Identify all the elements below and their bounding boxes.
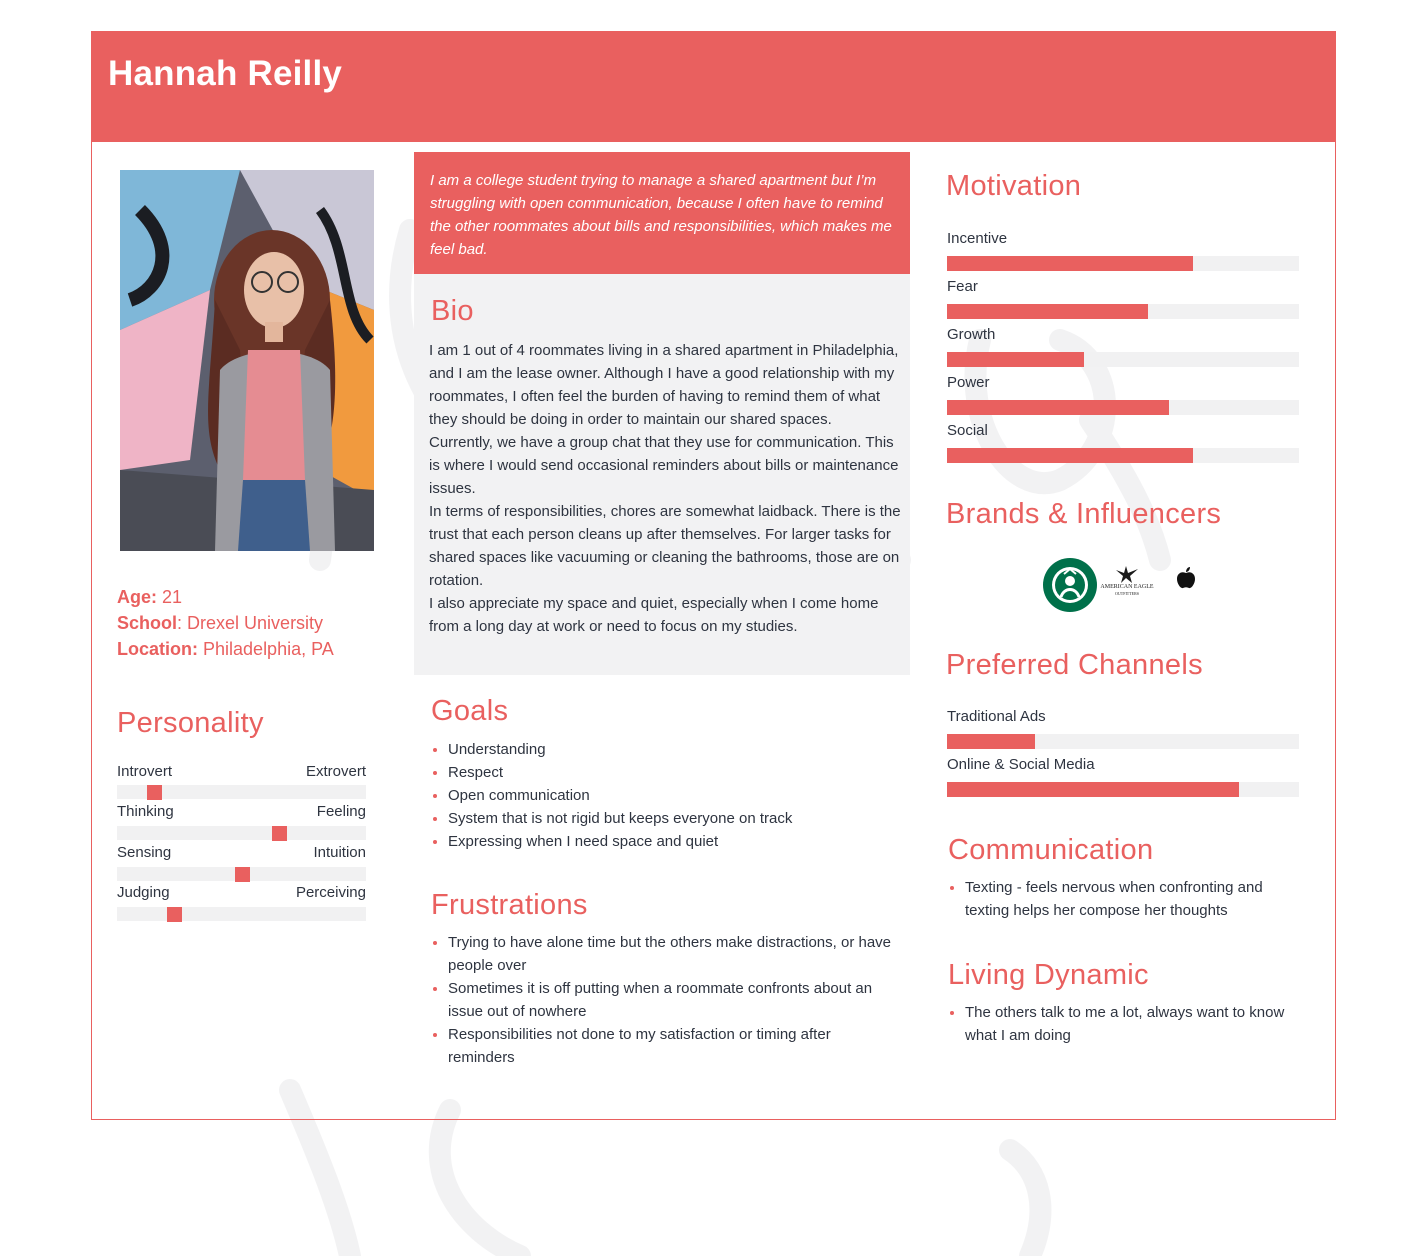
age-label: Age: <box>117 587 157 607</box>
bio-paragraph: Currently, we have a group chat that they use for communication. This is where I would send occasional reminders about bills or maintenance issues. <box>429 434 899 497</box>
motivation-label: Incentive <box>947 230 1008 247</box>
location-label: Location: <box>117 639 198 659</box>
persona-photo <box>120 170 374 551</box>
bio-paragraph: In terms of responsibilities, chores are somewhat laidback. There is the trust that each person cleans up after themselves. For larger tasks for shared spaces like vacuuming or cleaning the bathrooms, those are on rotation. <box>429 503 901 589</box>
school-label: School <box>117 613 178 633</box>
personality-scale <box>117 762 366 802</box>
list-item: Open communication <box>431 784 901 807</box>
trait-left-label: Sensing <box>117 844 172 861</box>
location-value: Philadelphia, PA <box>203 639 334 659</box>
trait-right-label: Extrovert <box>305 763 366 780</box>
persona-name: Hannah Reilly <box>108 54 343 93</box>
motivation-label: Social <box>947 422 988 439</box>
list-item: Understanding <box>431 738 901 761</box>
motivation-item <box>947 374 1299 416</box>
trait-right-label: Intuition <box>313 844 366 861</box>
apple-logo <box>1175 566 1197 590</box>
list-item: Texting - feels nervous when confronting and texting helps her compose her thoughts <box>948 876 1308 922</box>
motivation-fill <box>947 448 1193 463</box>
personality-scale <box>117 844 366 884</box>
motivation-title: Motivation <box>946 170 1082 202</box>
motivation-label: Fear <box>947 278 978 295</box>
brands-title: Brands & Influencers <box>946 498 1222 530</box>
age-value: 21 <box>162 587 183 607</box>
bio-text <box>429 339 901 638</box>
frustrations-title: Frustrations <box>431 889 588 921</box>
motivation-label: Growth <box>947 326 996 343</box>
motivation-track <box>947 304 1299 319</box>
trait-marker <box>272 826 287 841</box>
bio-paragraph: I am 1 out of 4 roommates living in a shared apartment in Philadelphia, and I am the lease owner. Although I have a good relationship with my roommates, I often feel the burden of having to remind them of what they should be doing in order to maintain our shared spaces. <box>429 342 899 428</box>
trait-left-label: Introvert <box>117 763 173 780</box>
school-line: School: Drexel University <box>117 613 324 633</box>
motivation-item <box>947 326 1299 368</box>
channel-item <box>947 756 1299 798</box>
channels-title: Preferred Channels <box>946 649 1203 681</box>
trait-right-label: Perceiving <box>295 884 366 901</box>
frustrations-list <box>431 931 896 1069</box>
starbucks-logo <box>1042 557 1098 613</box>
goals-list <box>431 738 901 853</box>
motivation-bars <box>947 230 1299 470</box>
list-item: The others talk to me a lot, always want to know what I am doing <box>948 1001 1313 1047</box>
living-title: Living Dynamic <box>948 959 1149 991</box>
trait-marker <box>167 907 182 922</box>
quote-box <box>414 152 910 274</box>
trait-left-label: Judging <box>117 884 170 901</box>
list-item: Expressing when I need space and quiet <box>431 830 901 853</box>
motivation-item <box>947 278 1299 320</box>
channel-label: Traditional Ads <box>947 708 1046 725</box>
list-item: Trying to have alone time but the others make distractions, or have people over <box>431 931 896 977</box>
motivation-track <box>947 400 1299 415</box>
channel-track <box>947 782 1299 797</box>
eagle-logo <box>1100 563 1154 597</box>
communication-list <box>948 876 1308 922</box>
motivation-label: Power <box>947 374 990 391</box>
list-item: Respect <box>431 761 901 784</box>
motivation-item <box>947 230 1299 272</box>
trait-track <box>117 907 366 921</box>
motivation-fill <box>947 352 1084 367</box>
location-line <box>117 639 334 660</box>
persona-quote: I am a college student trying to manage a shared apartment but I’m struggling with open communication, because I often have to remind the other roommates about bills and responsibilities, which makes me feel bad. <box>430 172 892 258</box>
header-bar <box>92 32 1335 142</box>
bio-paragraph: I also appreciate my space and quiet, especially when I come home from a long day at work or need to focus on my studies. <box>429 595 879 635</box>
trait-left-label: Thinking <box>117 803 174 820</box>
motivation-track <box>947 352 1299 367</box>
channel-track <box>947 734 1299 749</box>
motivation-fill <box>947 400 1169 415</box>
living-list <box>948 1001 1313 1047</box>
personality-scale <box>117 884 366 924</box>
motivation-fill <box>947 256 1193 271</box>
channel-fill <box>947 782 1239 797</box>
motivation-fill <box>947 304 1148 319</box>
motivation-track <box>947 256 1299 271</box>
channel-item <box>947 708 1299 750</box>
channel-fill <box>947 734 1035 749</box>
eagle-logo-subtext: OUTFITTERS <box>1115 591 1139 596</box>
bio-title: Bio <box>431 295 474 327</box>
personality-scale <box>117 803 366 843</box>
list-item: Responsibilities not done to my satisfaction or timing after reminders <box>431 1023 896 1069</box>
age-line <box>117 587 182 608</box>
trait-track <box>117 826 366 840</box>
list-item: System that is not rigid but keeps everyone on track <box>431 807 901 830</box>
communication-title: Communication <box>948 834 1154 866</box>
trait-track <box>117 867 366 881</box>
trait-track <box>117 785 366 799</box>
personality-scales <box>117 762 366 932</box>
motivation-track <box>947 448 1299 463</box>
goals-title: Goals <box>431 695 509 727</box>
trait-marker <box>235 867 250 882</box>
bio-box <box>414 274 910 675</box>
school-value: Drexel University <box>187 613 324 633</box>
channels-bars <box>947 708 1299 800</box>
trait-marker <box>147 785 162 800</box>
personality-title: Personality <box>117 707 264 739</box>
motivation-item <box>947 422 1299 464</box>
channel-label: Online & Social Media <box>947 756 1095 773</box>
trait-right-label: Feeling <box>316 803 366 820</box>
eagle-logo-text: AMERICAN EAGLE <box>1100 584 1154 590</box>
list-item: Sometimes it is off putting when a roommate confronts about an issue out of nowhere <box>431 977 896 1023</box>
